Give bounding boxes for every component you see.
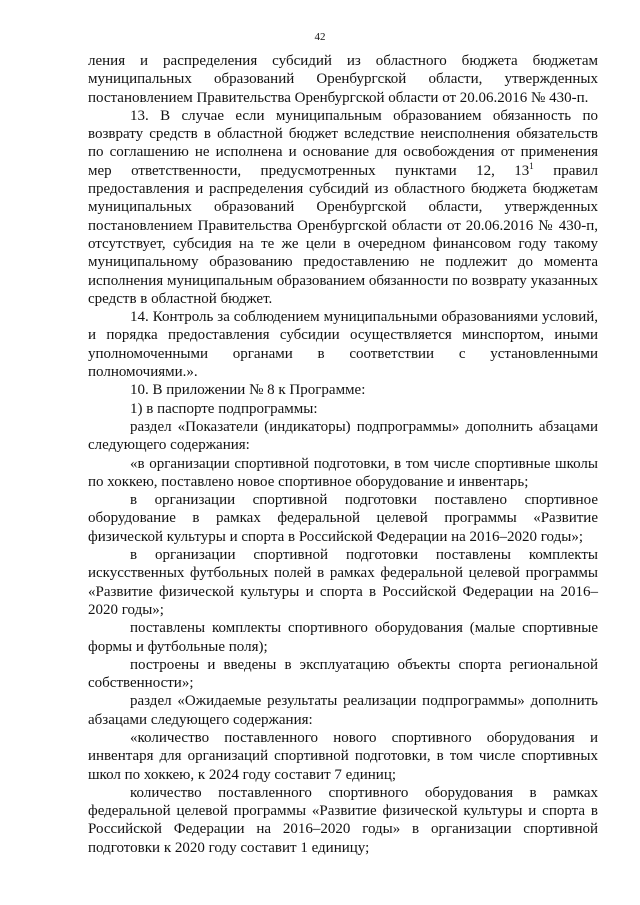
document-body: [88, 52, 598, 857]
paragraph-result-1: «количество поставленного нового спортивного оборудования и инвентаря для организаций спортивной подготовки, в том числе спортивных школ по хоккею, к 2024 году составит 7 единиц;: [88, 729, 598, 783]
paragraph-item-13-after: правил предоставления и распределения субсидий из областного бюджета бюджетам муниципальных образований Оренбургской области, утвержденных постановлением Правительства Оренбургской области от 20.06.2016 № 430-п, отсутствует, субсидия на те же цели в очередном финансовом году такому муниципальному образованию предоставлению не подлежит до момента исполнения муниципальным образованием обязанности по возврату указанных средств в областной бюджет.: [88, 162, 598, 307]
paragraph-indicator-4: поставлены комплекты спортивного оборудования (малые спортивные формы и футбольные поля);: [88, 620, 598, 655]
paragraph-indicator-2: в организации спортивной подготовки поставлено спортивное оборудование в рамках федеральной целевой программы «Развитие физической культуры и спорта в Российской Федерации на 2016–2020 годы»;: [88, 492, 598, 545]
paragraph-indicator-5: построены и введены в эксплуатацию объекты спорта региональной собственности»;: [88, 656, 598, 692]
paragraph-indicator-3: в организации спортивной подготовки поставлены комплекты искусственных футбольных полей в рамках федеральной целевой программы «Развитие физической культуры и спорта в Российской Федерации на 2016–2020 годы»;: [88, 547, 598, 618]
page-number: 42: [314, 31, 326, 43]
paragraph-result-2: количество поставленного спортивного оборудования в рамках федеральной целевой программы «Развитие физической культуры и спорта в Российской Федерации на 2016–2020 годы» в организации спортивной подготовки к 2020 году составит 1 единицу;: [88, 784, 598, 856]
paragraph-item-14: 14. Контроль за соблюдением муниципальными образованиями условий, и порядка предоставления субсидии осуществляется минспортом, иными уполномоченными органами в соответствии с установленными полномочиями.».: [88, 309, 598, 381]
paragraph-results-section: раздел «Ожидаемые результаты реализации подпрограммы» дополнить абзацами следующего содержания:: [88, 693, 598, 728]
superscript-marker: 1: [529, 160, 534, 171]
paragraph-item-13-before: 13. В случае если муниципальным образованием обязанность по возврату средств в областной бюджет вследствие неисполнения обязательств по соглашению не исполнена и основание для освобождения от применения мер ответственности, предусмотренных пунктами 12, 13: [88, 107, 598, 179]
paragraph-continuation: ления и распределения субсидий из областного бюджета бюджетам муниципальных образований Оренбургской области, утвержденных постановлением Правительства Оренбургской области от 20.06.2016 № 430-п.: [88, 53, 598, 106]
paragraph-indicators-section: раздел «Показатели (индикаторы) подпрограммы» дополнить абзацами следующего содержания:: [88, 418, 598, 454]
paragraph-subitem-1: 1) в паспорте подпрограммы:: [130, 400, 318, 417]
paragraph-indicator-1: «в организации спортивной подготовки, в том числе спортивные школы по хоккею, поставлено новое спортивное оборудование и инвентарь;: [88, 455, 598, 490]
paragraph-item-10: 10. В приложении № 8 к Программе:: [130, 382, 366, 399]
paragraph-item-13: [88, 107, 598, 308]
